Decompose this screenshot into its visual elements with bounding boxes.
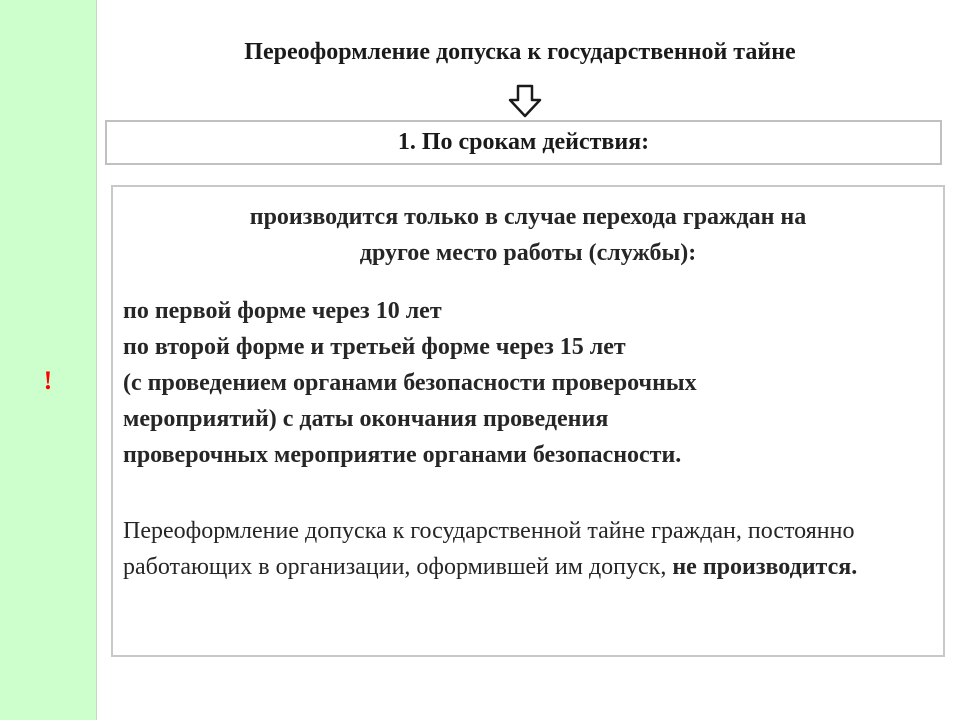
- page-title: Переоформление допуска к государственной тайне: [244, 39, 796, 65]
- terms-list: [123, 293, 933, 473]
- intro-line: другое место работы (службы):: [359, 240, 697, 266]
- intro-line: производится только в случае перехода граждан на: [249, 204, 807, 230]
- term-heading-box: 1. По срокам действия:: [105, 120, 942, 165]
- note-paragraph: [123, 513, 933, 585]
- side-strip: [0, 0, 97, 720]
- terms-line: (с проведением органами безопасности проверочных: [123, 370, 697, 396]
- down-arrow-icon: [508, 84, 542, 118]
- terms-line: проверочных мероприятие органами безопасности.: [123, 442, 682, 468]
- exclamation-marker: !: [43, 366, 53, 395]
- note-emphasis: не производится.: [672, 554, 858, 580]
- terms-line: мероприятий) с даты окончания проведения: [123, 406, 609, 432]
- main-content-box: [111, 185, 945, 657]
- terms-line: по первой форме через 10 лет: [123, 298, 442, 324]
- terms-line: по второй форме и третьей форме через 15 лет: [123, 334, 626, 360]
- intro-text: [123, 199, 933, 271]
- note-text: Переоформление допуска к государственной тайне граждан, постоянно работающих в организации, оформившей им допуск,: [123, 518, 855, 580]
